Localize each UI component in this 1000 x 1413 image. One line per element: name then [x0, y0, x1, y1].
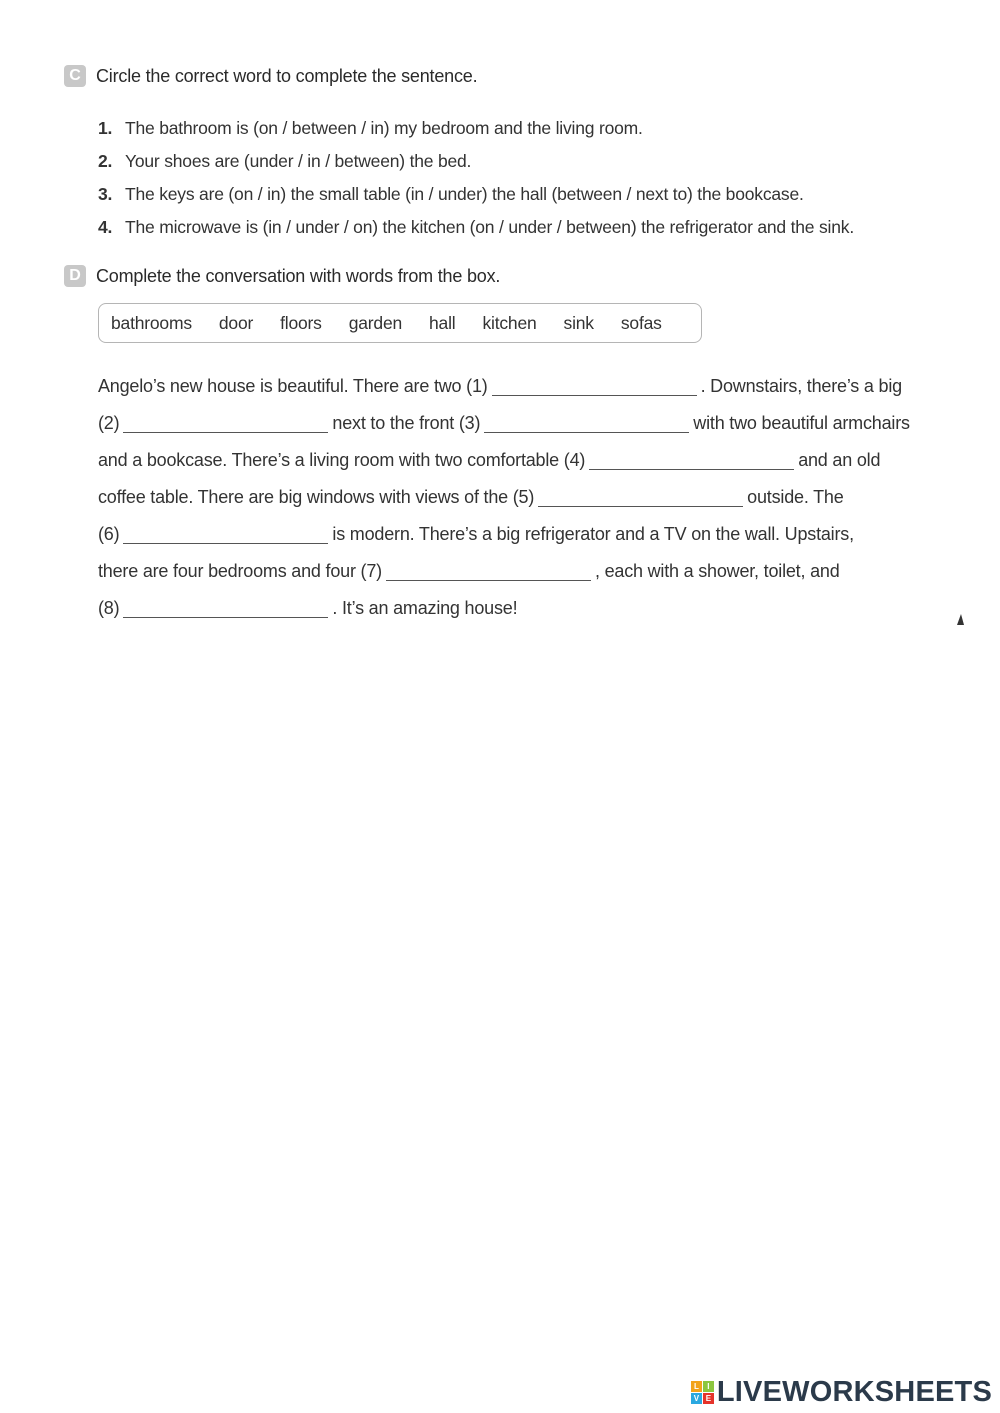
word-box-item: sofas	[620, 312, 662, 333]
section-c-items	[98, 112, 854, 244]
answer-blank-5[interactable]	[538, 489, 743, 507]
passage-text: (2)	[98, 413, 120, 433]
section-d-badge: D	[64, 265, 86, 287]
passage-text: . It’s an amazing house!	[332, 598, 518, 618]
liveworksheets-logo	[691, 1376, 992, 1409]
passage-text: , each with a shower, toilet, and	[594, 561, 840, 581]
section-d-instruction: Complete the conversation with words from the box.	[96, 265, 501, 286]
passage-text: (8)	[98, 598, 120, 618]
answer-blank-6[interactable]	[123, 526, 328, 544]
passage-text: next to the front (3)	[332, 413, 481, 433]
word-box-item: garden	[348, 312, 403, 333]
section-c-instruction: Circle the correct word to complete the sentence.	[96, 65, 478, 86]
word-box-item: floors	[280, 312, 322, 333]
word-box-item: bathrooms	[111, 312, 192, 333]
passage-text: and a bookcase. There’s a living room with two comfortable (4)	[98, 450, 586, 470]
answer-blank-7[interactable]	[386, 563, 591, 581]
item-text[interactable]: The bathroom is (on / between / in) my bedroom and the living room.	[125, 118, 643, 138]
word-box-item: kitchen	[482, 312, 537, 333]
list-item	[98, 178, 854, 211]
passage-line	[98, 405, 968, 442]
word-box-item: door	[218, 312, 254, 333]
item-number: 4.	[98, 217, 113, 237]
item-text[interactable]: The keys are (on / in) the small table (in / under) the hall (between / next to) the bookcase.	[125, 184, 804, 204]
item-number: 3.	[98, 184, 113, 204]
logo-letter: L	[691, 1381, 702, 1392]
logo-text: LIVEWORKSHEETS	[716, 1376, 992, 1408]
passage-text: (6)	[98, 524, 120, 544]
answer-blank-3[interactable]	[484, 415, 689, 433]
section-c-header	[64, 65, 477, 87]
answer-blank-2[interactable]	[123, 415, 328, 433]
list-item	[98, 112, 854, 145]
page-mark	[957, 614, 964, 625]
logo-letter: V	[691, 1393, 702, 1404]
item-text[interactable]: The microwave is (in / under / on) the kitchen (on / under / between) the refrigerator and the sink.	[125, 217, 854, 237]
passage-text: Angelo’s new house is beautiful. There are two (1)	[98, 376, 488, 396]
passage-text: . Downstairs, there’s a big	[700, 376, 902, 396]
passage-text: there are four bedrooms and four (7)	[98, 561, 382, 581]
word-box-item: sink	[563, 312, 594, 333]
passage-line	[98, 442, 968, 479]
passage-text: outside. The	[747, 487, 844, 507]
item-number: 1.	[98, 118, 113, 138]
passage-text: with two beautiful armchairs	[693, 413, 910, 433]
passage-text: is modern. There’s a big refrigerator and a TV on the wall. Upstairs,	[332, 524, 854, 544]
list-item	[98, 145, 854, 178]
answer-blank-4[interactable]	[589, 452, 794, 470]
passage-line	[98, 368, 968, 405]
word-box-item: hall	[429, 312, 456, 333]
passage-line	[98, 553, 968, 590]
passage-line	[98, 479, 968, 516]
word-box	[98, 303, 702, 343]
answer-blank-1[interactable]	[492, 378, 697, 396]
section-c-badge: C	[64, 65, 86, 87]
answer-blank-8[interactable]	[123, 600, 328, 618]
logo-letter: I	[703, 1381, 714, 1392]
item-number: 2.	[98, 151, 113, 171]
list-item	[98, 211, 854, 244]
section-d-header	[64, 265, 500, 287]
passage-text: coffee table. There are big windows with views of the (5)	[98, 487, 535, 507]
passage-line	[98, 590, 968, 627]
item-text[interactable]: Your shoes are (under / in / between) the bed.	[125, 151, 472, 171]
logo-letter: E	[703, 1393, 714, 1404]
conversation-passage	[98, 368, 968, 627]
passage-line	[98, 516, 968, 553]
passage-text: and an old	[798, 450, 881, 470]
logo-grid-icon	[691, 1381, 714, 1404]
